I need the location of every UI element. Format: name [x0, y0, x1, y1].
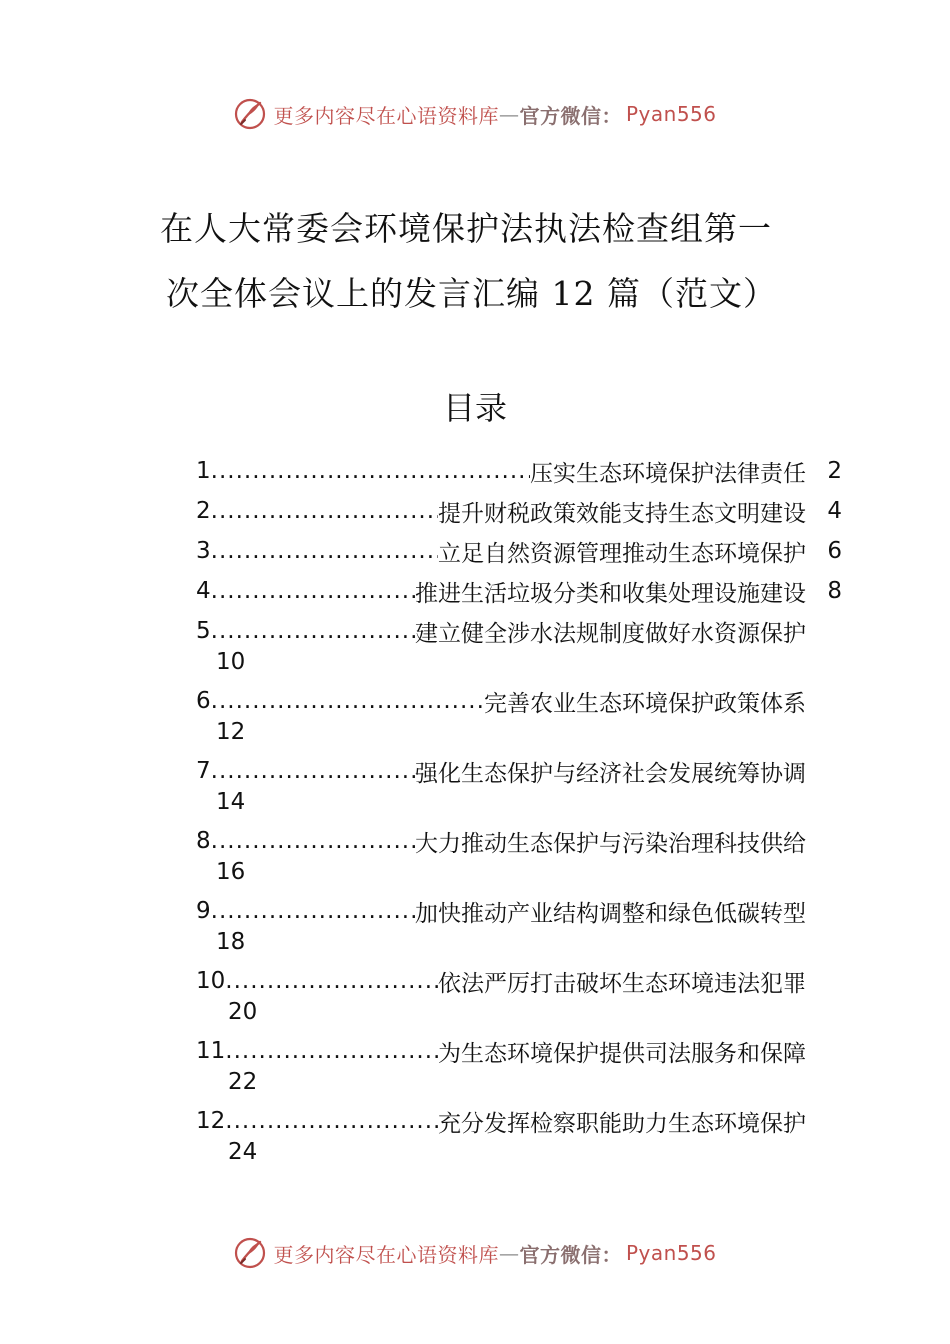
toc-entry-title: 依法严厉打击破坏生态环境违法犯罪: [438, 970, 806, 997]
toc-entry-title: 立足自然资源管理推动生态环境保护: [438, 540, 806, 567]
toc-leader-dots: [211, 538, 438, 564]
toc-entry-line: [196, 751, 806, 791]
banner-wechat-id: Pyan556: [625, 1241, 717, 1265]
toc-entry-line: [196, 611, 806, 651]
toc-entry-title: 强化生态保护与经济社会发展统筹协调: [415, 760, 806, 787]
header-watermark-banner: [0, 94, 950, 134]
banner-text: 更多内容尽在心语资料库: [273, 103, 499, 128]
toc-entry-title: 提升财税政策效能支持生态文明建设: [438, 500, 806, 527]
toc-entry-title: 推进生活垃圾分类和收集处理设施建设: [415, 580, 806, 607]
banner-text: 更多内容尽在心语资料库: [273, 1242, 499, 1267]
banner-separator: —: [498, 102, 520, 126]
toc-entry-title: 完善农业生态环境保护政策体系: [484, 690, 806, 717]
toc-entry-number: 12: [196, 1108, 226, 1134]
toc-leader-dots: [211, 458, 530, 484]
toc-entry-page: 8: [827, 578, 842, 604]
toc-heading: 目录: [442, 389, 507, 427]
toc-entry-8[interactable]: [196, 821, 846, 891]
toc-entry-page: 18: [216, 929, 246, 955]
toc-entry-12[interactable]: [196, 1101, 846, 1171]
banner-wechat-id: Pyan556: [625, 102, 717, 126]
toc-entry-page: 22: [228, 1069, 258, 1095]
toc-entry-11[interactable]: [196, 1031, 846, 1101]
toc-leader-dots: [225, 1108, 438, 1134]
toc-entry-line: [196, 681, 806, 721]
toc-leader-dots: [211, 688, 484, 714]
toc-entry-number: 1: [196, 458, 211, 484]
toc-entry-number: 5: [196, 618, 211, 644]
toc-entry-number: 6: [196, 688, 211, 714]
toc-entry-page: 14: [216, 789, 246, 815]
toc-leader-dots: [211, 618, 415, 644]
toc-leader-dots: [211, 758, 415, 784]
toc-entry-3[interactable]: [196, 531, 846, 571]
toc-entry-number: 2: [196, 498, 211, 524]
toc-entry-2[interactable]: [196, 491, 846, 531]
feather-pen-logo-icon: [233, 1236, 267, 1270]
toc-entry-number: 10: [196, 968, 226, 994]
toc-entry-page: 6: [827, 538, 842, 564]
toc-entry-6[interactable]: [196, 681, 846, 751]
toc-entry-line: [196, 961, 806, 1001]
toc-entry-page: 20: [228, 999, 258, 1025]
footer-watermark-banner: [0, 1233, 950, 1273]
toc-entry-page: 16: [216, 859, 246, 885]
document-title-line-1: 在人大常委会环境保护法执法检查组第一: [160, 209, 772, 248]
toc-entry-line: [196, 451, 806, 491]
toc-entry-number: 3: [196, 538, 211, 564]
toc-entry-title: 充分发挥检察职能助力生态环境保护: [438, 1110, 806, 1137]
toc-entry-title: 压实生态环境保护法律责任: [530, 460, 806, 487]
toc-entry-line: [196, 1031, 806, 1071]
document-title: [160, 196, 800, 326]
toc-leader-dots: [225, 968, 438, 994]
toc-entry-10[interactable]: [196, 961, 846, 1031]
toc-entry-line: [196, 491, 806, 531]
toc-entry-number: 7: [196, 758, 211, 784]
banner-wechat-label: 官方微信：: [519, 1242, 622, 1267]
toc-entry-line: [196, 531, 806, 571]
toc-entry-page: 10: [216, 649, 246, 675]
toc-entry-title: 建立健全涉水法规制度做好水资源保护: [415, 620, 806, 647]
toc-leader-dots: [211, 578, 415, 604]
toc-entry-page: 4: [827, 498, 842, 524]
toc-entry-page: 24: [228, 1139, 258, 1165]
banner-wechat-label: 官方微信：: [519, 103, 622, 128]
toc-leader-dots: [211, 828, 415, 854]
toc-entry-page: 2: [827, 458, 842, 484]
table-of-contents: [196, 451, 846, 1171]
toc-entry-number: 9: [196, 898, 211, 924]
toc-entry-7[interactable]: [196, 751, 846, 821]
banner-separator: —: [498, 1241, 520, 1265]
toc-entry-page: 12: [216, 719, 246, 745]
toc-entry-9[interactable]: [196, 891, 846, 961]
document-title-line-2: 次全体会议上的发言汇编 12 篇（范文）: [166, 274, 777, 313]
toc-leader-dots: [225, 1038, 438, 1064]
toc-entry-number: 4: [196, 578, 211, 604]
toc-entry-title: 为生态环境保护提供司法服务和保障: [438, 1040, 806, 1067]
toc-entry-5[interactable]: [196, 611, 846, 681]
toc-entry-number: 11: [196, 1038, 226, 1064]
toc-entry-line: [196, 891, 806, 931]
toc-entry-line: [196, 571, 806, 611]
toc-entry-title: 大力推动生态保护与污染治理科技供给: [415, 830, 806, 857]
toc-entry-4[interactable]: [196, 571, 846, 611]
feather-pen-logo-icon: [233, 97, 267, 131]
toc-entry-line: [196, 1101, 806, 1141]
toc-leader-dots: [211, 498, 438, 524]
toc-entry-1[interactable]: [196, 451, 846, 491]
toc-leader-dots: [211, 898, 415, 924]
toc-entry-title: 加快推动产业结构调整和绿色低碳转型: [415, 900, 806, 927]
toc-entry-line: [196, 821, 806, 861]
toc-entry-number: 8: [196, 828, 211, 854]
